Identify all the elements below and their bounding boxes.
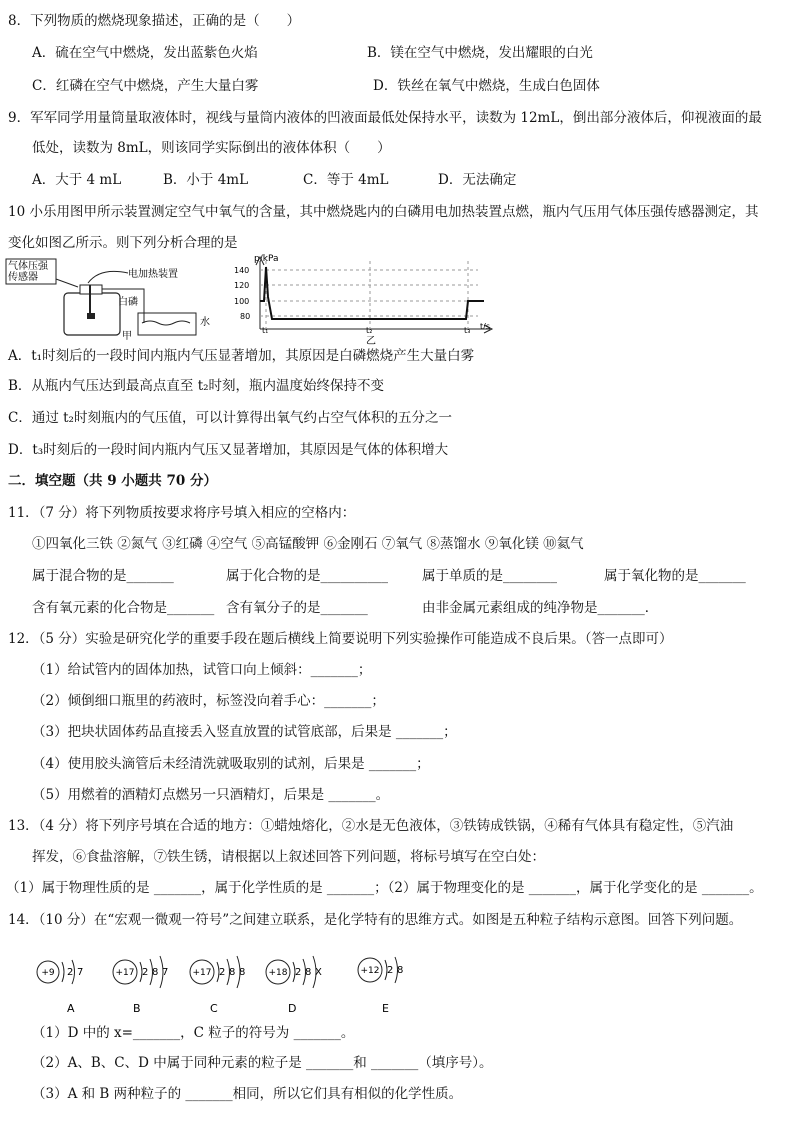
particle-d-shell-3: X — [315, 967, 322, 978]
y-tick-80: 80 — [240, 312, 251, 321]
q8-option-a: A．硫在空气中燃烧，发出蓝紫色火焰 — [32, 45, 258, 61]
particle-d — [266, 956, 322, 1015]
particle-c-shell-1: 2 — [219, 967, 226, 978]
particle-a-nucleus: +9 — [41, 968, 55, 978]
particle-d-shell-1: 2 — [295, 967, 302, 978]
particle-e — [358, 957, 403, 1015]
apparatus-figure — [4, 257, 224, 341]
particle-diagrams — [30, 950, 430, 1018]
q12-item-1[interactable]: （1）给试管内的固体加热，试管口向上倾斜：_______； — [32, 662, 372, 678]
particle-a — [37, 960, 83, 1015]
y-tick-120: 120 — [234, 281, 250, 290]
particle-c-shell-2: 8 — [229, 967, 236, 978]
particle-b-shell-3: 7 — [162, 967, 169, 978]
pressure-chart — [228, 253, 502, 347]
x-tick-t2: t₂ — [366, 326, 373, 335]
particle-c-shell-3: 8 — [239, 967, 246, 978]
particle-c-label: C — [210, 1002, 218, 1015]
section-2-title: 二．填空题（共 9 小题共 70 分） — [8, 473, 217, 489]
q11-compound-blank[interactable]: 属于化合物的是__________ — [226, 568, 388, 584]
q10-option-c: C．通过 t₂时刻瓶内的气压值，可以计算得出氧气约占空气体积的五分之一 — [8, 410, 452, 426]
q14-stem: 14．（10 分）在“宏观一微观一符号”之间建立联系，是化学特有的思维方式。如图是五种粒子结构示意图。回答下列问题。 — [8, 912, 743, 928]
q8-stem: 8．下列物质的燃烧现象描述，正确的是（ ） — [8, 13, 301, 29]
water-label: 水 — [200, 317, 210, 328]
q14-item-3[interactable]: （3）A 和 B 两种粒子的 _______相同，所以它们具有相似的化学性质。 — [32, 1086, 463, 1102]
figure-jia-caption: 甲 — [122, 331, 132, 342]
particle-d-nucleus: +18 — [268, 968, 288, 978]
q11-stem: 11．（7 分）将下列物质按要求将序号填入相应的空格内： — [8, 505, 356, 521]
particle-d-label: D — [288, 1002, 297, 1015]
y-tick-100: 100 — [234, 297, 250, 306]
q9-option-b: B．小于 4mL — [163, 172, 249, 188]
q13-answer-line[interactable]: （1）属于物理性质的是 _______，属于化学性质的是 _______；（2）属于物理变化的是 _______，属于化学变化的是 _______。 — [6, 880, 763, 896]
particle-a-shell-1: 2 — [67, 967, 74, 978]
particle-e-nucleus: +12 — [360, 966, 380, 976]
particle-b-shell-1: 2 — [142, 967, 149, 978]
heater-label: 电加热装置 — [128, 269, 178, 280]
q11-mixture-blank[interactable]: 属于混合物的是_______ — [32, 568, 174, 584]
q10-stem-line1: 10 小乐用图甲所示装置测定空气中氧气的含量，其中燃烧匙内的白磷用电加热装置点燃，瓶内气压用气体压强传感器测定，其 — [8, 204, 759, 220]
q9-option-a: A．大于 4 mL — [32, 172, 122, 188]
q12-item-4[interactable]: （4）使用胶头滴管后未经清洗就吸取别的试剂，后果是 _______； — [32, 756, 430, 772]
q12-stem: 12．（5 分）实验是研究化学的重要手段在题后横线上简要说明下列实验操作可能造成不良后果。（答一点即可） — [8, 631, 673, 647]
sensor-tube — [56, 279, 78, 287]
particle-d-shell-2: 8 — [305, 967, 312, 978]
particle-e-label: E — [382, 1002, 389, 1015]
q12-item-5[interactable]: （5）用燃着的酒精灯点燃另一只酒精灯，后果是 _______。 — [32, 787, 390, 803]
sensor-label-line2: 传感器 — [8, 272, 38, 283]
q11-element-blank[interactable]: 属于单质的是________ — [422, 568, 557, 584]
phosphorus-spoon — [87, 313, 95, 319]
q14-item-2[interactable]: （2）A、B、C、D 中属于同种元素的粒子是 _______和 _______（填序号）。 — [32, 1055, 493, 1071]
q11-oxide-blank[interactable]: 属于氧化物的是_______ — [604, 568, 746, 584]
q13-stem-line1: 13．（4 分）将下列序号填在合适的地方：①蜡烛熔化，②水是无色液体，③铁铸成铁锅，④稀有气体具有稳定性，⑤汽油 — [8, 818, 734, 834]
q12-item-2[interactable]: （2）倾倒细口瓶里的药液时，标签没向着手心：_______； — [32, 693, 385, 709]
figure-yi-caption: 乙 — [366, 336, 376, 347]
particle-b-shell-2: 8 — [152, 967, 159, 978]
particle-e-shell-1: 2 — [387, 965, 394, 976]
q9-stem-line2: 低处，读数为 8mL，则该同学实际倒出的液体体积（ ） — [32, 140, 391, 156]
particle-c-nucleus: +17 — [192, 968, 212, 978]
q11-oxygen-compound-blank[interactable]: 含有氧元素的化合物是_______ — [32, 600, 215, 616]
particle-b-nucleus: +17 — [115, 968, 135, 978]
phosphorus-label: 白磷 — [118, 297, 138, 308]
q10-stem-line2: 变化如图乙所示。则下列分析合理的是 — [8, 235, 238, 251]
sensor-label-line1: 气体压强 — [8, 261, 48, 272]
q8-option-d: D．铁丝在氧气中燃烧，生成白色固体 — [373, 78, 600, 94]
q14-item-1[interactable]: （1）D 中的 x=_______，C 粒子的符号为 _______。 — [32, 1025, 355, 1041]
q9-stem-line1: 9．军军同学用量筒量取液体时，视线与量筒内液体的凹液面最低处保持水平，读数为 12mL，倒出部分液体后，仰视液面的最 — [8, 110, 762, 126]
particle-a-shell-2: 7 — [77, 967, 84, 978]
particle-b — [113, 956, 168, 1015]
q10-option-d: D．t₃时刻后的一段时间内瓶内气压又显著增加，其原因是气体的体积增大 — [8, 442, 449, 458]
x-axis-label: t/s — [480, 322, 490, 331]
water-beaker — [138, 313, 196, 335]
q13-stem-line2: 挥发，⑥食盐溶解，⑦铁生锈，请根据以上叙述回答下列问题，将标号填写在空白处： — [32, 849, 545, 865]
particle-e-shell-2: 8 — [397, 965, 404, 976]
q8-option-c: C．红磷在空气中燃烧，产生大量白雾 — [32, 78, 259, 94]
q10-option-a: A．t₁时刻后的一段时间内瓶内气压显著增加，其原因是白磷燃烧产生大量白雾 — [8, 348, 475, 364]
particle-b-label: B — [133, 1002, 141, 1015]
y-tick-140: 140 — [234, 266, 250, 275]
pressure-curve — [260, 267, 484, 319]
x-tick-t3: t₃ — [464, 326, 471, 335]
q12-item-3[interactable]: （3）把块状固体药品直接丢入竖直放置的试管底部，后果是 _______； — [32, 724, 457, 740]
q9-option-c: C．等于 4mL — [303, 172, 389, 188]
particle-a-label: A — [67, 1002, 75, 1015]
q11-nonmetal-blank[interactable]: 由非金属元素组成的纯净物是_______． — [422, 600, 659, 616]
particle-c — [190, 956, 245, 1015]
q9-option-d: D．无法确定 — [438, 172, 517, 188]
water-surface — [142, 321, 190, 325]
x-tick-t1: t₁ — [262, 326, 269, 335]
q10-option-b: B．从瓶内气压达到最高点直至 t₂时刻，瓶内温度始终保持不变 — [8, 378, 385, 394]
q8-option-b: B．镁在空气中燃烧，发出耀眼的白光 — [367, 45, 593, 61]
q11-items: ①四氧化三铁 ②氮气 ③红磷 ④空气 ⑤高锰酸钾 ⑥金刚石 ⑦氧气 ⑧蒸馏水 ⑨氧化镁 ⑩氦气 — [32, 536, 584, 552]
heater-wire — [88, 271, 128, 283]
y-axis-label: p/kPa — [254, 254, 279, 264]
q11-oxygen-molecule-blank[interactable]: 含有氧分子的是_______ — [226, 600, 368, 616]
